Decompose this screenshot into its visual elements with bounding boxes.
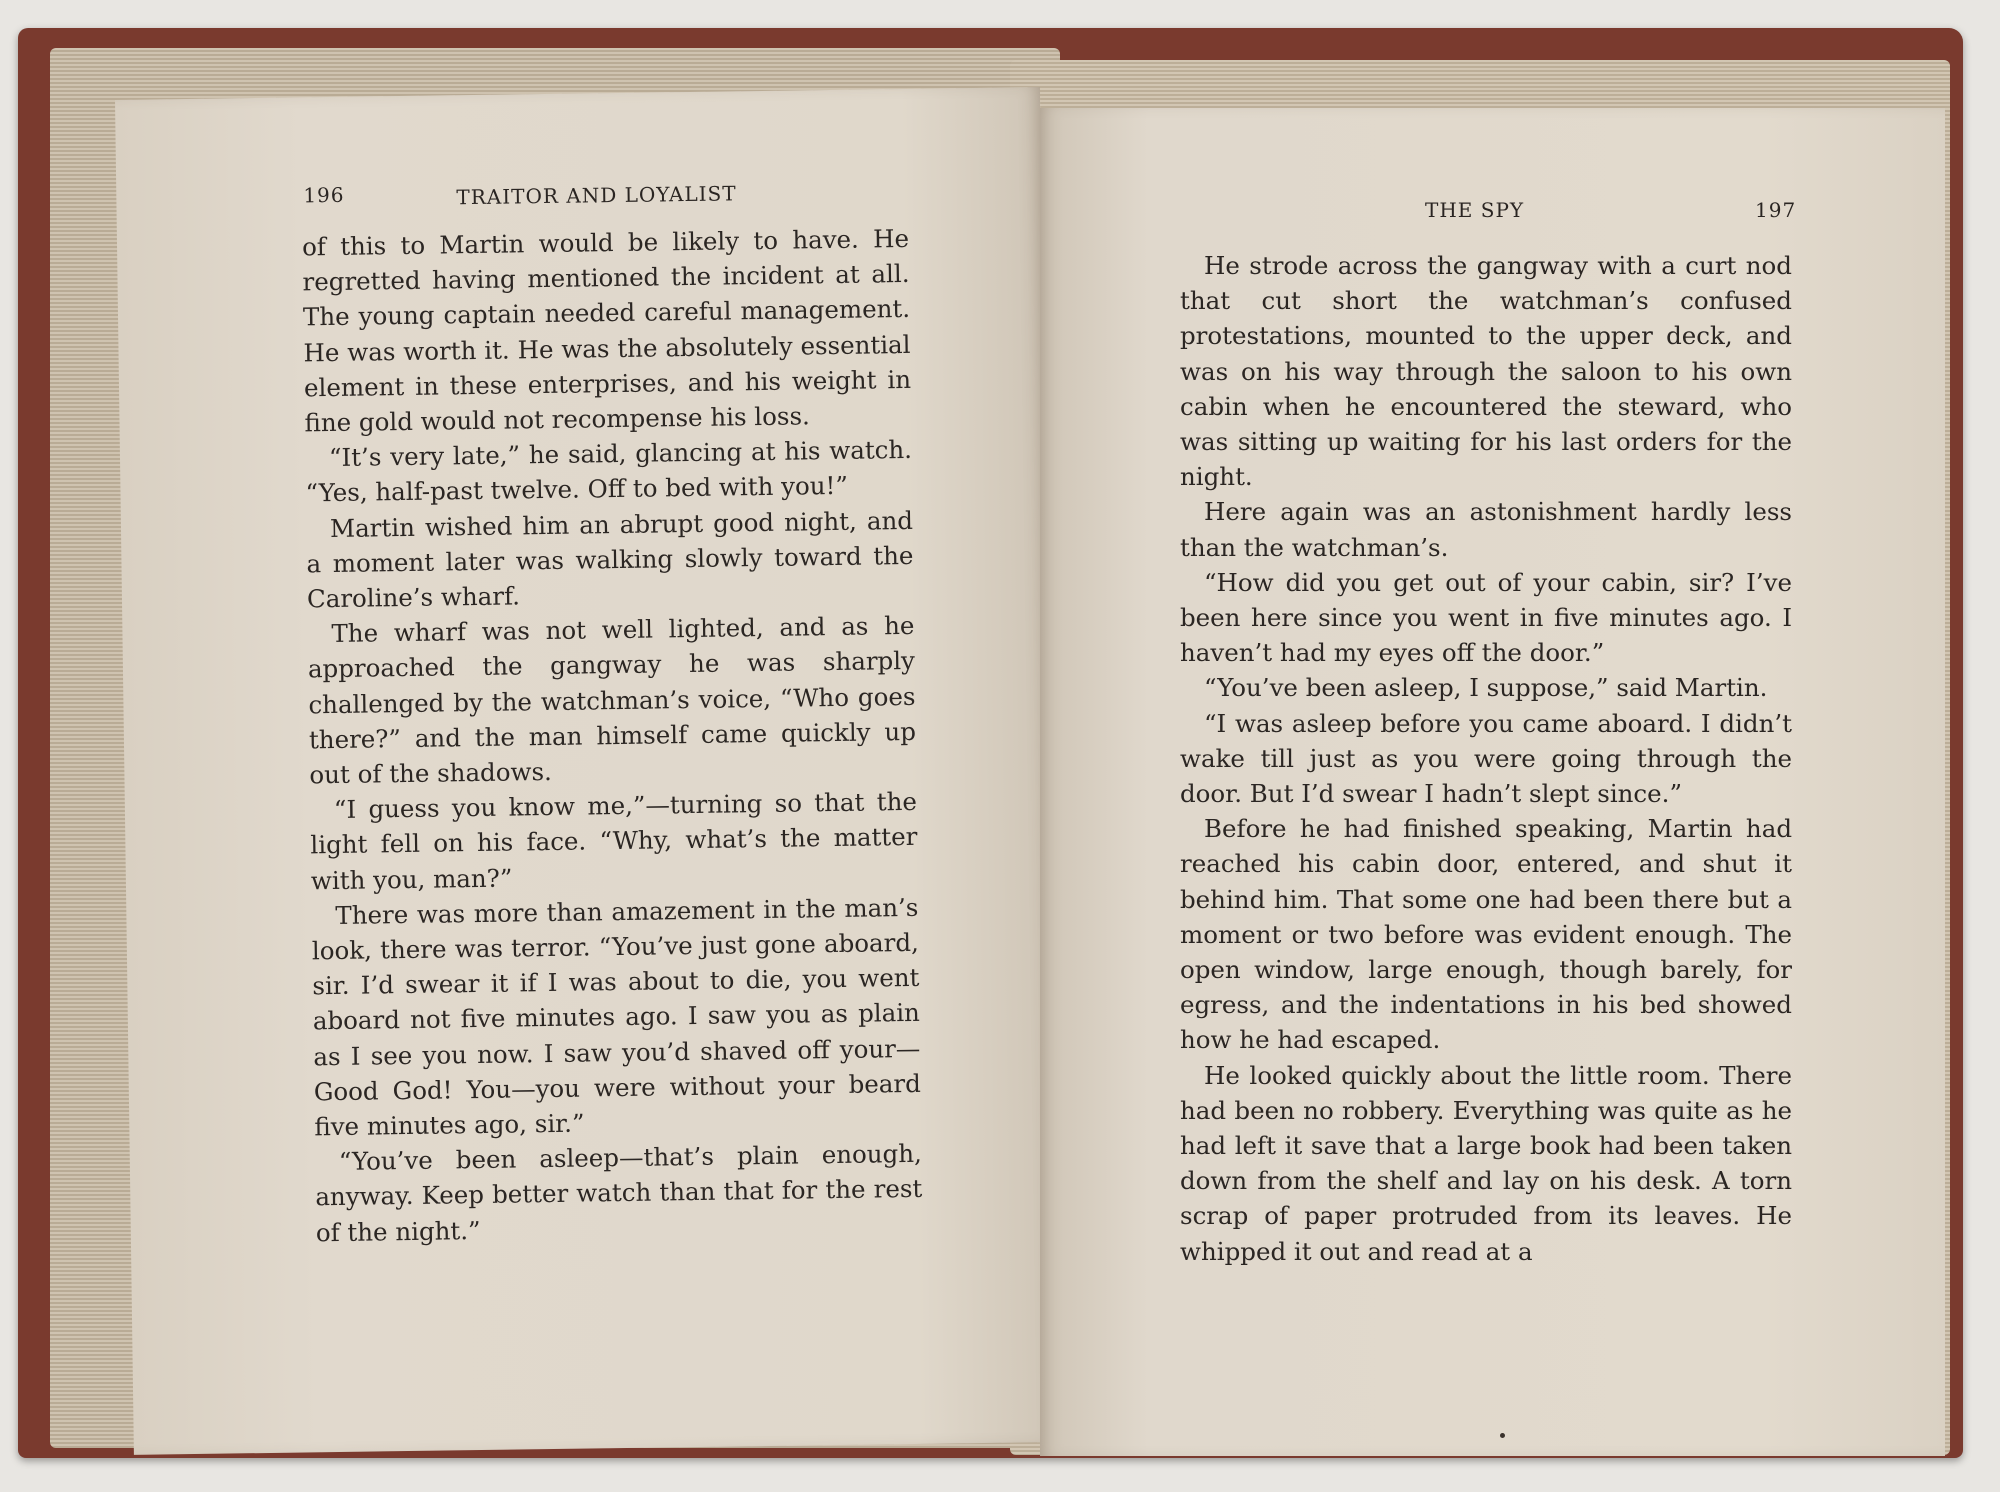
- paragraph: “You’ve been asleep—that’s plain enough, anyway. Keep better watch than that for the rest of the night.”: [315, 1139, 923, 1247]
- paragraph: The wharf was not well lighted, and as he approached the gangway he was sharply challenged by the watchman’s voice, “Who goes there?” and the man himself came quickly up out of the shadows.: [307, 611, 917, 790]
- paragraph: “It’s very late,” he said, glancing at his watch. “Yes, half-past twelve. Off to bed with you!”: [305, 435, 913, 508]
- left-page-number: 196: [303, 182, 345, 208]
- right-page-body: [1180, 248, 1792, 1269]
- paragraph: of this to Martin would be likely to have. He regretted having mentioned the incident at all. The young captain needed careful management. He was worth it. He was the absolutely essential element in these enterprises, and his weight in fine gold would not recompense his loss.: [301, 223, 912, 438]
- right-page: [1040, 108, 1945, 1456]
- paragraph: “How did you get out of your cabin, sir? I’ve been here since you went in five minutes ago. I haven’t had my eyes off the door.”: [1180, 567, 1792, 668]
- right-page-number: 197: [1755, 198, 1797, 222]
- left-page: [115, 87, 1059, 1455]
- paragraph: Here again was an astonishment hardly less than the watchman’s.: [1180, 497, 1792, 562]
- paragraph: Before he had finished speaking, Martin had reached his cabin door, entered, and shut it behind him. That some one had been there but a moment or two before was evident enough. The open window, large enough, though barely, for egress, and the indentations in his bed showed how he had escaped.: [1180, 814, 1792, 1055]
- paragraph: He looked quickly about the little room. There had been no robbery. Everything was quite as he had left it save that a large book had been taken down from the shelf and lay on his desk. A torn scrap of paper protruded from its leaves. He whipped it out and read at a: [1180, 1060, 1792, 1266]
- paragraph: “I guess you know me,”—turning so that the light fell on his face. “Why, what’s the matter with you, man?”: [310, 787, 918, 895]
- page-speck: [1500, 1433, 1505, 1438]
- paragraph: He strode across the gangway with a curt nod that cut short the watchman’s confused protestations, mounted to the upper deck, and was on his way through the saloon to his own cabin when he encountered the steward, who was sitting up waiting for his last orders for the night.: [1180, 251, 1792, 492]
- paragraph: There was more than amazement in the man’s look, there was terror. “You’ve just gone aboard, sir. I’d swear it if I was about to die, you went aboard not five minutes ago. I saw you as plain as I see you now. I saw you’d shaved off your— Good God! You—you were without your beard five minutes ago, sir.”: [311, 892, 922, 1142]
- paragraph: “I was asleep before you came aboard. I didn’t wake till just as you were going through the door. But I’d swear I hadn’t slept since.”: [1180, 708, 1792, 809]
- paragraph: Martin wished him an abrupt good night, and a moment later was walking slowly toward the Caroline’s wharf.: [306, 505, 914, 614]
- paragraph: “You’ve been asleep, I suppose,” said Martin.: [1204, 673, 1768, 703]
- right-running-head: THE SPY: [1425, 198, 1525, 222]
- left-running-head: TRAITOR AND LOYALIST: [456, 181, 737, 210]
- left-page-body: [302, 221, 923, 1250]
